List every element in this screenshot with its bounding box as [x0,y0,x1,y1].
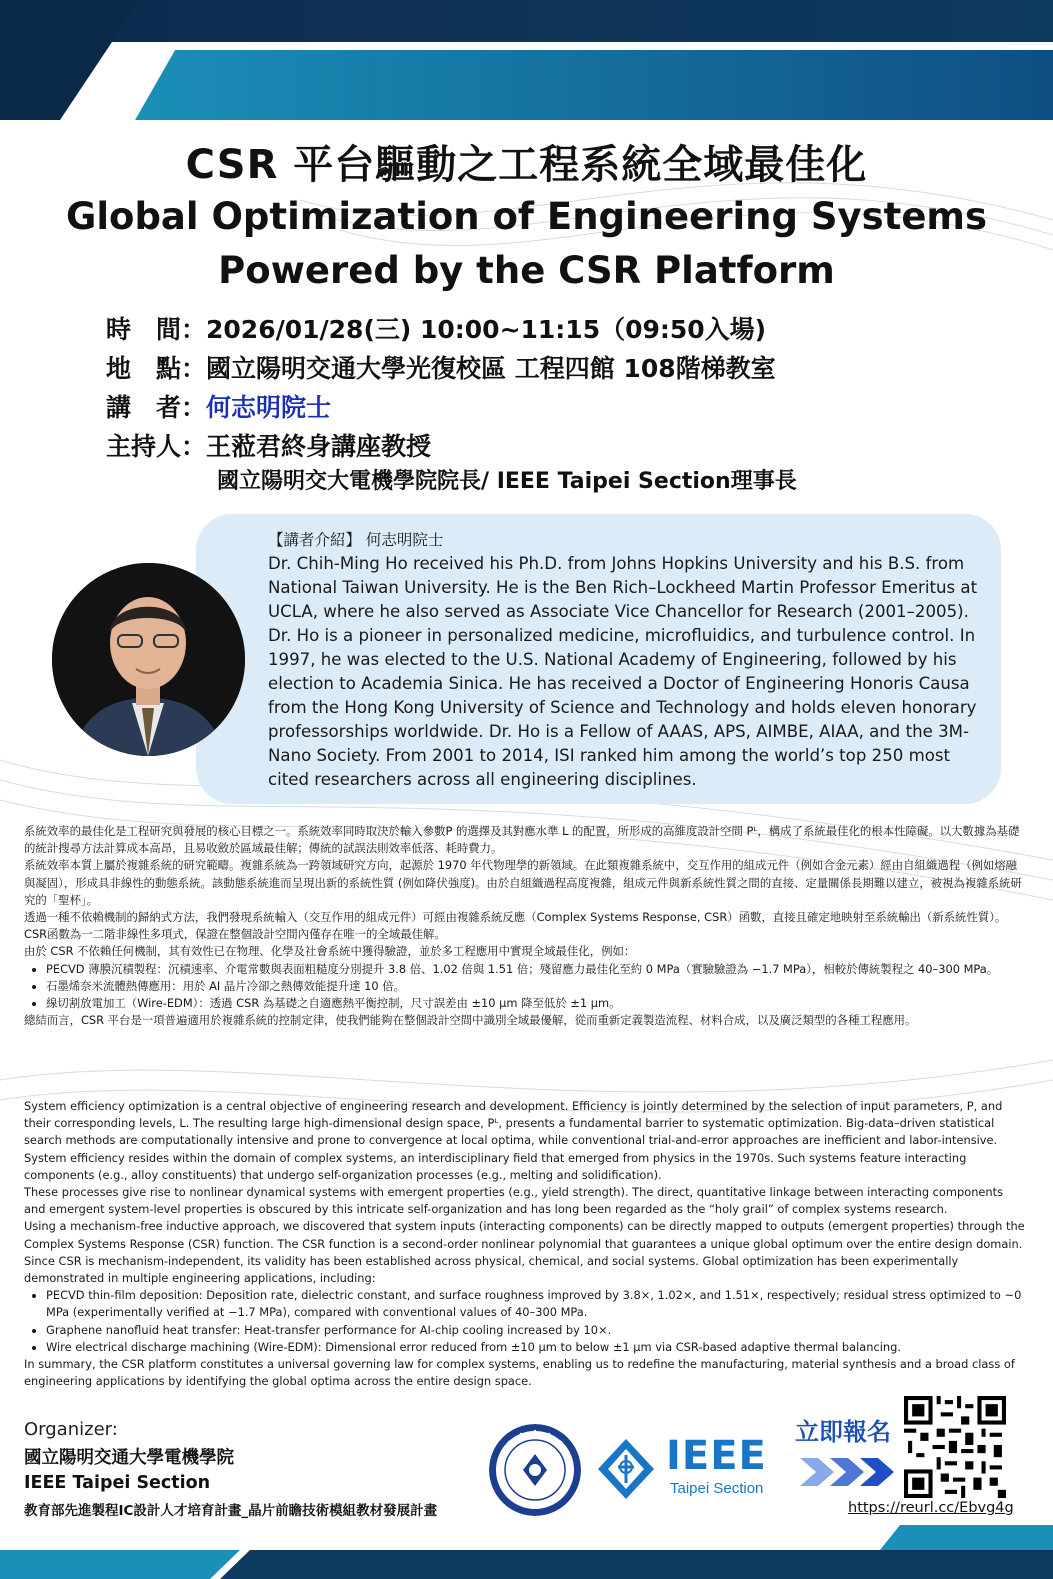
title-en-line1: Global Optimization of Engineering Systems [65,195,988,238]
place-label: 地 點： [106,354,207,383]
organizer-block [24,1419,437,1519]
abstract-zh-p5: 總結而言，CSR 平台是一項普遍適用於複雜系統的控制定律，使我們能夠在整個設計空間中識別全域最優解，從而重新定義製造流程、材料合成，以及廣泛類型的各種工程應用。 [24,1013,917,1028]
bio-body: Dr. Chih-Ming Ho received his Ph.D. from Johns Hopkins University and his B.S. from National Taiwan University. He is the Ben Rich–Lockheed Martin Professor Emeritus at UCLA, where he also served as Associate Vice Chancellor for Research (2001–2005). Dr. Ho is a pioneer in personalized medicine, microfluidics, and turbulence control. In 1997, he was elected to the U.S. National Academy of Engineering, followed by his election to Academia Sinica. He has received a Doctor of Engineering Honoris Causa from the Hong Kong University of Science and Technology and holds eleven honorary professorships worldwide. Dr. Ho is a Fellow of AAAS, APS, AIMBE, AIAA, and the 3M-Nano Society. From 2001 to 2014, ISI ranked him among the world’s top 250 most cited researchers across all engineering disciplines. [268,554,978,789]
list-item: • Graphene nanofluid heat transfer: Heat-transfer performance for AI-chip cooling increased by 10×. [46,1322,1028,1339]
list-item: • PECVD 薄膜沉積製程：沉積速率、介電常數與表面粗糙度分別提升 3.8 倍、1.02 倍與 1.51 倍；殘留應力最佳化至約 0 MPa（實驗驗證為 −1.7 MPa），相較於傳統製程之 40–300 MPa。 [46,961,1028,978]
event-host [106,427,431,463]
abstract-zh-p2: 系統效率本質上屬於複雜系統的研究範疇。複雜系統為一跨領域研究方向，起源於 1970 年代物理學的新領域。在此類複雜系統中，交互作用的組成元件（例如合金元素）經由自組織過程（例如熔融與凝固），形成具非線性的動態系統。該動態系統進而呈現出新的系統性質 (例如降伏強度)。由於自組織過程高度複雜，組成元件與新系統性質之間的直接、定量關係長期難以建立，被視為複雜系統研究的「聖杯」。 [24,858,1022,907]
host-title: 國立陽明交大電機學院院長/ IEEE Taipei Section理事長 [217,469,797,494]
speaker-bio [268,528,978,792]
event-time [106,310,766,346]
time-label: 時 間： [106,315,207,344]
title-zh: CSR 平台驅動之工程系統全域最佳化 [185,142,868,188]
footer-band [0,1525,1053,1579]
register-now-label: 立即報名 [795,1418,891,1446]
title-en-line2: Powered by the CSR Platform [218,249,835,292]
speaker-name: 何志明院士 [206,393,332,422]
abstract-en-p1: System efficiency optimization is a central objective of engineering research and development. Efficiency is jointly determined by the selection of input parameters, P, and their corresponding levels, L. The resulting large high-dimensional design space, Pᴸ, presents a fundamental barrier to systematic optimization. Big-data–driven statistical search methods are computationally intensive and prone to convergence at local optima, while conventional trial-and-error approaches are inefficient and labor-intensive. [24,1099,1003,1148]
list-item: • Wire electrical discharge machining (Wire-EDM): Dimensional error reduced from ±10 μm to below ±1 μm via CSR-based adaptive thermal balancing. [46,1339,1028,1356]
list-item: • PECVD thin-film deposition: Deposition rate, dielectric constant, and surface roughness improved by 3.8×, 1.02×, and 1.51×, respectively; residual stress optimized to ~0 MPa (experimentally verified at −1.7 MPa), compared with conventional values of 40–300 MPa. [46,1287,1028,1321]
nycu-college-seal-logo [489,1424,581,1516]
abstract-en-p6: In summary, the CSR platform constitutes a universal governing law for complex systems, enabling us to redefine the manufacturing, material synthesis and a broad class of engineering applications by identifying the global optima across the entire design space. [24,1357,1015,1389]
host-name: 王蒞君終身講座教授 [206,432,432,461]
list-item: • 線切割放電加工（Wire-EDM）：透過 CSR 為基礎之自適應熱平衡控制，尺寸誤差由 ±10 μm 降至低於 ±1 μm。 [46,995,1028,1012]
time-value: 2026/01/28(三) 10:00~11:15（09:50入場) [206,315,767,344]
event-place [106,349,776,385]
ieee-logo [596,1433,776,1505]
organizer-label: Organizer: [24,1419,118,1440]
abstract-en-p5: Since CSR is mechanism-independent, its validity has been established across physical, chemical, and social systems. Global optimization has been experimentally demonstrated in multiple engineering applications, including: [24,1253,959,1286]
organizer-moe-plan: 教育部先進製程IC設計人才培育計畫_晶片前瞻技術模組教材發展計畫 [24,1503,438,1519]
abstract-zh-list [24,961,1028,1013]
place-value: 國立陽明交通大學光復校區 工程四館 108階梯教室 [206,354,776,383]
abstract-en-list [24,1287,1028,1356]
bio-heading: 【講者介紹】 何志明院士 [268,531,444,549]
list-item: • 石墨烯奈米流體熱傳應用：用於 AI 晶片冷卻之熱傳效能提升達 10 倍。 [46,978,1028,995]
speaker-photo [52,563,245,756]
organizer-nycu: 國立陽明交通大學電機學院 [24,1448,234,1468]
abstract-en-p4: Using a mechanism-free inductive approach, we discovered that system inputs (interacting components) can be directly mapped to outputs (emergent properties) through the Complex Systems Response (CSR) function. The CSR function is a second-order nonlinear polynomial that guarantees a unique global optimum over the entire design domain. [24,1219,1025,1251]
abstract-en-p3: These processes give rise to nonlinear dynamical systems with emergent properties (e.g., yield strength). The direct, quantitative linkage between interacting components and emergent system-level properties is obscured by this intricate self-organization and has long been regarded as the “holy grail” of complex systems research. [24,1185,1004,1217]
registration-qr-code[interactable] [904,1396,1006,1498]
ieee-wordmark: IEEE [666,1433,767,1479]
speaker-label: 講 者： [106,393,207,422]
ieee-taipei-section: Taipei Section [670,1480,764,1497]
abstract-zh-p4: 由於 CSR 不依賴任何機制，其有效性已在物理、化學及社會系統中獲得驗證，並於多工程應用中實現全域最佳化，例如： [24,944,636,959]
abstract-chinese [24,823,1028,1029]
abstract-english [24,1098,1028,1390]
organizer-ieee: IEEE Taipei Section [24,1473,211,1493]
abstract-en-p2: System efficiency resides within the domain of complex systems, an interdisciplinary field that emerged from physics in the 1970s. Such systems feature interacting components (e.g., alloy constituents) that undergo self-organization processes (e.g., melting and solidification). [24,1150,967,1182]
host-label: 主持人： [106,432,207,461]
registration-url-link[interactable]: https://reurl.cc/Ebvg4g [848,1500,1014,1516]
abstract-zh-p1: 系統效率的最佳化是工程研究與發展的核心目標之一。系統效率同時取決於輸入參數P 的選擇及其對應水準 L 的配置，所形成的高維度設計空間 Pᴸ，構成了系統最佳化的根本性障礙。以大數據為基礎的統計搜尋方法計算成本高昂，且易收斂於區域最佳解；傳統的試誤法則效率低落、耗時費力。 [24,824,1020,856]
event-speaker [106,388,331,424]
arrow-right-icon [800,1452,900,1492]
abstract-zh-p3: 透過一種不依賴機制的歸納式方法，我們發現系統輸入（交互作用的組成元件）可經由複雜系統反應（Complex Systems Response, CSR）函數，直接且確定地映射至系統輸出（新系統性質）。CSR函數為一二階非線性多項式，保證在整個設計空間內僅存在唯一的全域最佳解。 [24,910,1007,942]
